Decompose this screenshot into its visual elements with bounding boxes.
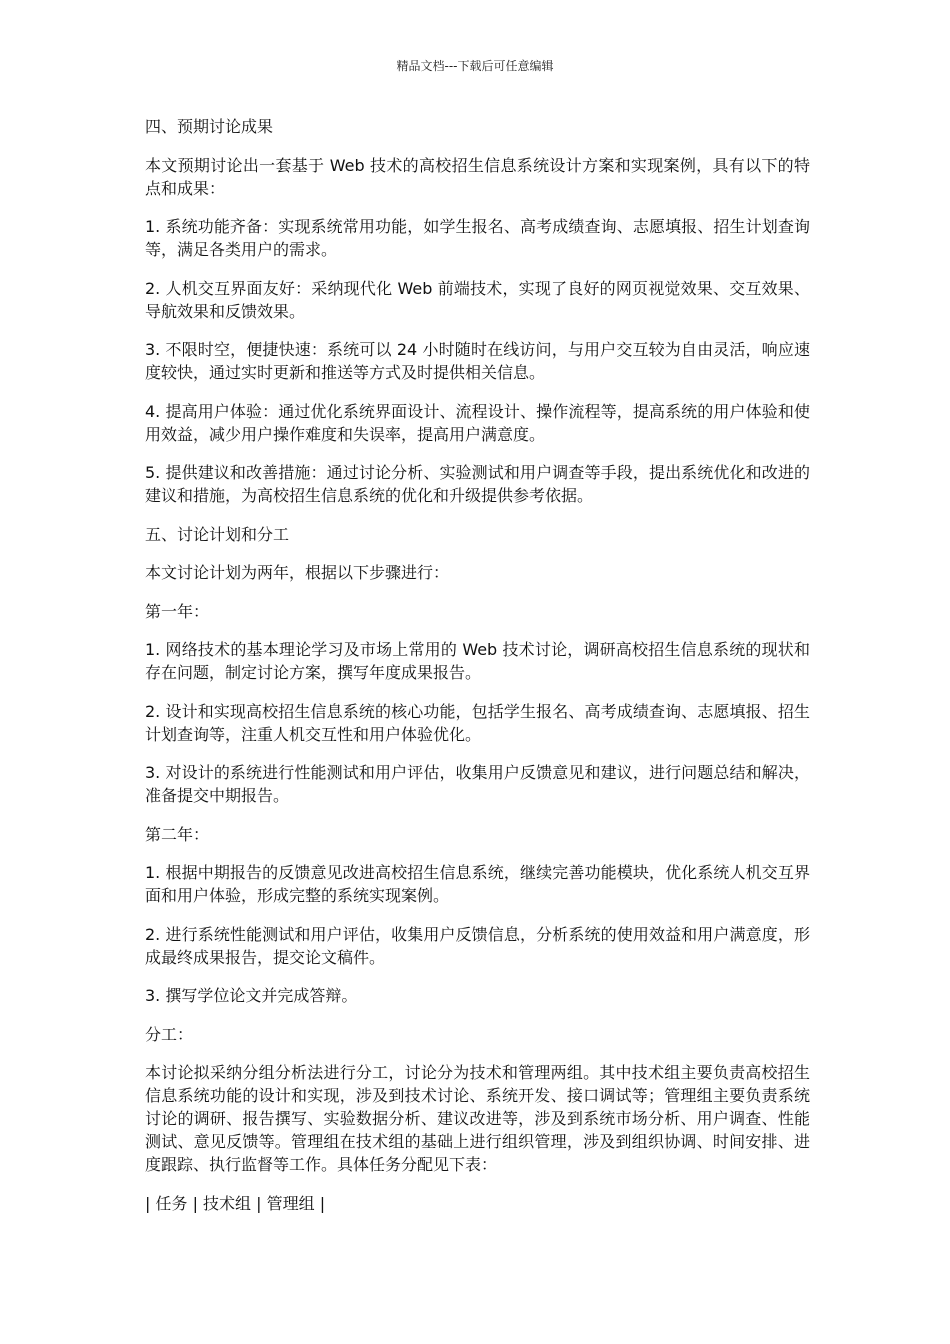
division-heading: 分工： <box>145 1024 194 1044</box>
outcome-item-5: 5. 提供建议和改善措施：通过讨论分析、实验测试和用户调查等手段，提出系统优化和改进的建议和措施，为高校招生信息系统的优化和升级提供参考依据。 <box>145 463 810 505</box>
outcome-item-2: 2. 人机交互界面友好：采纳现代化 Web 前端技术，实现了良好的网页视觉效果、交互效果、导航效果和反馈效果。 <box>145 278 810 321</box>
outcome-item-4: 4. 提高用户体验：通过优化系统界面设计、流程设计、操作流程等，提高系统的用户体验和使用效益，减少用户操作难度和失误率，提高用户满意度。 <box>145 401 810 444</box>
year-one-item-2: 2. 设计和实现高校招生信息系统的核心功能，包括学生报名、高考成绩查询、志愿填报、招生计划查询等，注重人机交互性和用户体验优化。 <box>145 701 810 744</box>
year-two-heading: 第二年： <box>145 824 210 844</box>
task-table-header-row: | 任务 | 技术组 | 管理组 | <box>145 1193 326 1213</box>
year-two-item-1: 1. 根据中期报告的反馈意见改进高校招生信息系统，继续完善功能模块，优化系统人机交互界面和用户体验，形成完整的系统实现案例。 <box>145 863 810 905</box>
year-two-item-3: 3. 撰写学位论文并完成答辩。 <box>145 986 358 1005</box>
year-one-heading: 第一年： <box>145 601 210 621</box>
outcome-item-3: 3. 不限时空，便捷快速：系统可以 24 小时随时在线访问，与用户交互较为自由灵活，响应速度较快，通过实时更新和推送等方式及时提供相关信息。 <box>145 340 810 382</box>
document-body <box>145 115 810 1230</box>
intro-paragraph: 本文预期讨论出一套基于 Web 技术的高校招生信息系统设计方案和实现案例，具有以下的特点和成果： <box>145 155 810 198</box>
outcome-item-1: 1. 系统功能齐备：实现系统常用功能，如学生报名、高考成绩查询、志愿填报、招生计划查询等，满足各类用户的需求。 <box>145 217 810 259</box>
year-two-item-2: 2. 进行系统性能测试和用户评估，收集用户反馈信息，分析系统的使用效益和用户满意度，形成最终成果报告，提交论文稿件。 <box>145 924 810 967</box>
division-paragraph: 本讨论拟采纳分组分析法进行分工，讨论分为技术和管理两组。其中技术组主要负责高校招生信息系统功能的设计和实现，涉及到技术讨论、系统开发、接口调试等；管理组主要负责系统讨论的调研、报告撰写、实验数据分析、建议改进等，涉及到系统市场分析、用户调查、性能测试、意见反馈等。管理组在技术组的基础上进行组织管理，涉及到组织协调、时间安排、进度跟踪、执行监督等工作。具体任务分配见下表： <box>145 1063 810 1174</box>
year-one-item-1: 1. 网络技术的基本理论学习及市场上常用的 Web 技术讨论，调研高校招生信息系统的现状和存在问题，制定讨论方案，撰写年度成果报告。 <box>145 640 810 682</box>
plan-intro-paragraph: 本文讨论计划为两年，根据以下步骤进行： <box>145 563 450 582</box>
year-one-item-3: 3. 对设计的系统进行性能测试和用户评估，收集用户反馈意见和建议，进行问题总结和解决，准备提交中期报告。 <box>145 763 810 805</box>
section-heading-5: 五、讨论计划和分工 <box>145 524 290 544</box>
section-heading-4: 四、预期讨论成果 <box>145 117 274 136</box>
page-header: 精品文档---下载后可任意编辑 <box>396 59 554 73</box>
